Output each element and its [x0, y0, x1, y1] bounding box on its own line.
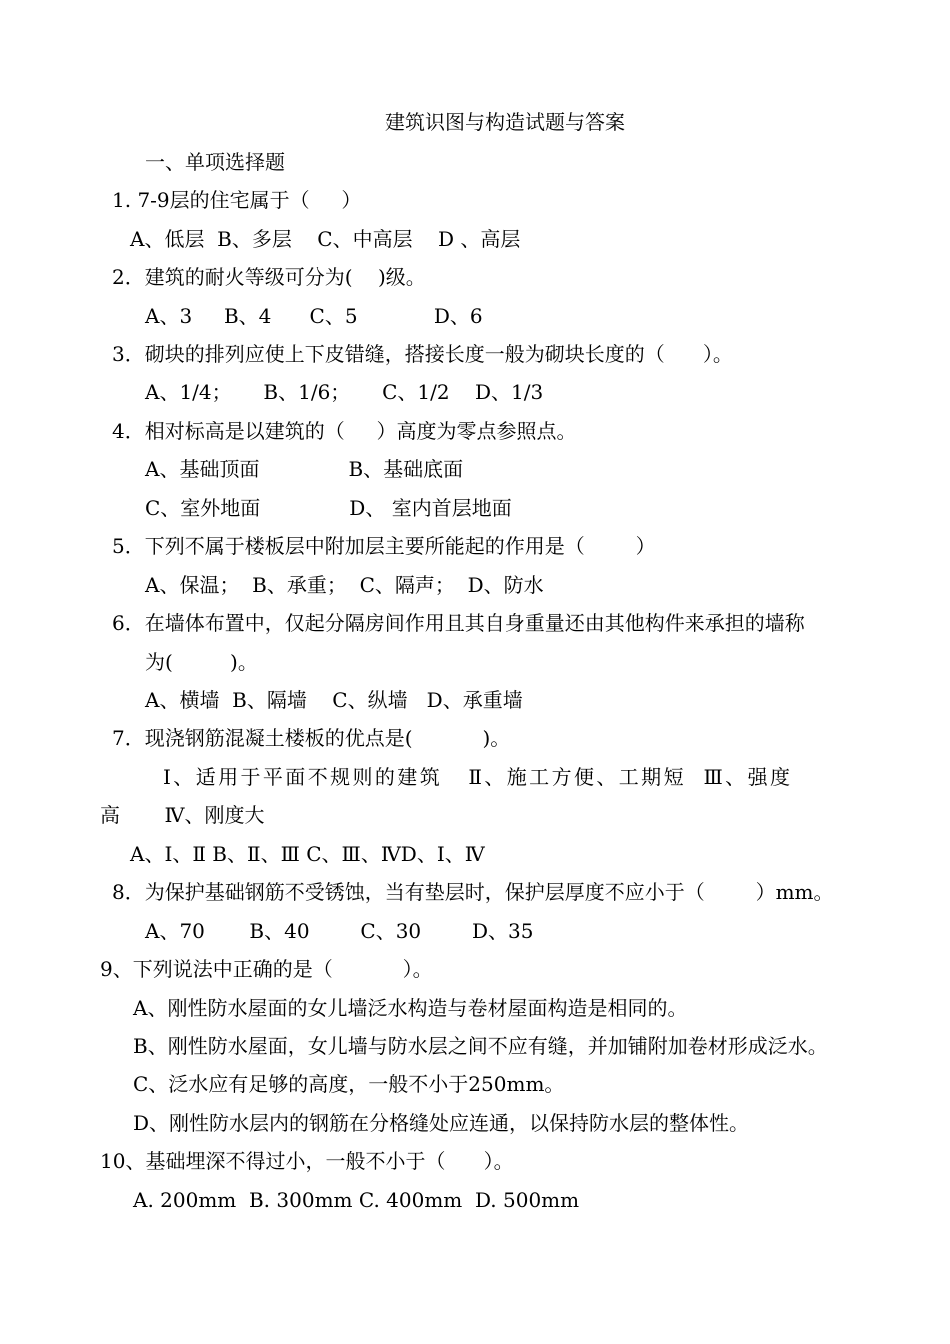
question-8: 8．为保护基础钢筋不受锈蚀，当有垫层时，保护层厚度不应小于（ ）mm。: [112, 880, 834, 904]
question-4-options-ab: A、基础顶面 B、基础底面: [145, 457, 464, 481]
question-5-options: A、保温； B、承重； C、隔声； D、防水: [145, 573, 544, 597]
question-6-options: A、横墙 B、隔墙 C、纵墙 D、承重墙: [145, 688, 523, 712]
question-6-continued: 为( )。: [145, 650, 258, 674]
question-7-options: A、Ⅰ、Ⅱ B、Ⅱ、Ⅲ C、Ⅲ、ⅣD、Ⅰ、Ⅳ: [130, 842, 485, 866]
question-9: 9、下列说法中正确的是（ ）。: [100, 957, 433, 981]
question-3: 3．砌块的排列应使上下皮错缝，搭接长度一般为砌块长度的（ ）。: [112, 342, 733, 366]
question-8-options: A、70 B、40 C、30 D、35: [145, 919, 534, 943]
question-10-options: A. 200mm B. 300mm C. 400mm D. 500mm: [133, 1188, 580, 1212]
question-4-options-cd: C、室外地面 D、 室内首层地面: [145, 496, 512, 520]
section-heading: 一、单项选择题: [145, 150, 285, 174]
question-7: 7．现浇钢筋混凝土楼板的优点是( )。: [112, 726, 511, 750]
question-9-option-c: C、泛水应有足够的高度，一般不小于250mm。: [133, 1072, 565, 1096]
question-1-options: A、低层 B、多层 C、中高层 D 、高层: [130, 227, 521, 251]
question-6: 6．在墙体布置中，仅起分隔房间作用且其自身重量还由其他构件来承担的墙称: [112, 611, 805, 635]
document-title: 建筑识图与构造试题与答案: [385, 110, 625, 134]
question-9-option-b: B、刚性防水屋面，女儿墙与防水层之间不应有缝，并加铺附加卷材形成泛水。: [133, 1034, 828, 1058]
question-4: 4．相对标高是以建筑的（ ）高度为零点参照点。: [112, 419, 577, 443]
question-7-statements-continued: 高 Ⅳ、刚度大: [100, 803, 265, 827]
question-5: 5．下列不属于楼板层中附加层主要所能起的作用是（ ）: [112, 534, 656, 558]
question-1: 1. 7-9层的住宅属于（ ）: [112, 188, 362, 212]
question-2: 2．建筑的耐火等级可分为( )级。: [112, 265, 426, 289]
question-3-options: A、1/4； B、1/6； C、1/2 D、1/3: [145, 380, 544, 404]
question-9-option-a: A、刚性防水屋面的女儿墙泛水构造与卷材屋面构造是相同的。: [133, 996, 688, 1020]
question-2-options: A、3 B、4 C、5 D、6: [145, 304, 483, 328]
question-10: 10、基础埋深不得过小，一般不小于（ ）。: [100, 1149, 514, 1173]
question-9-option-d: D、刚性防水层内的钢筋在分格缝处应连通，以保持防水层的整体性。: [133, 1111, 750, 1135]
question-7-statements: Ⅰ、适用于平面不规则的建筑 Ⅱ、施工方便、工期短 Ⅲ、强度: [163, 765, 793, 789]
